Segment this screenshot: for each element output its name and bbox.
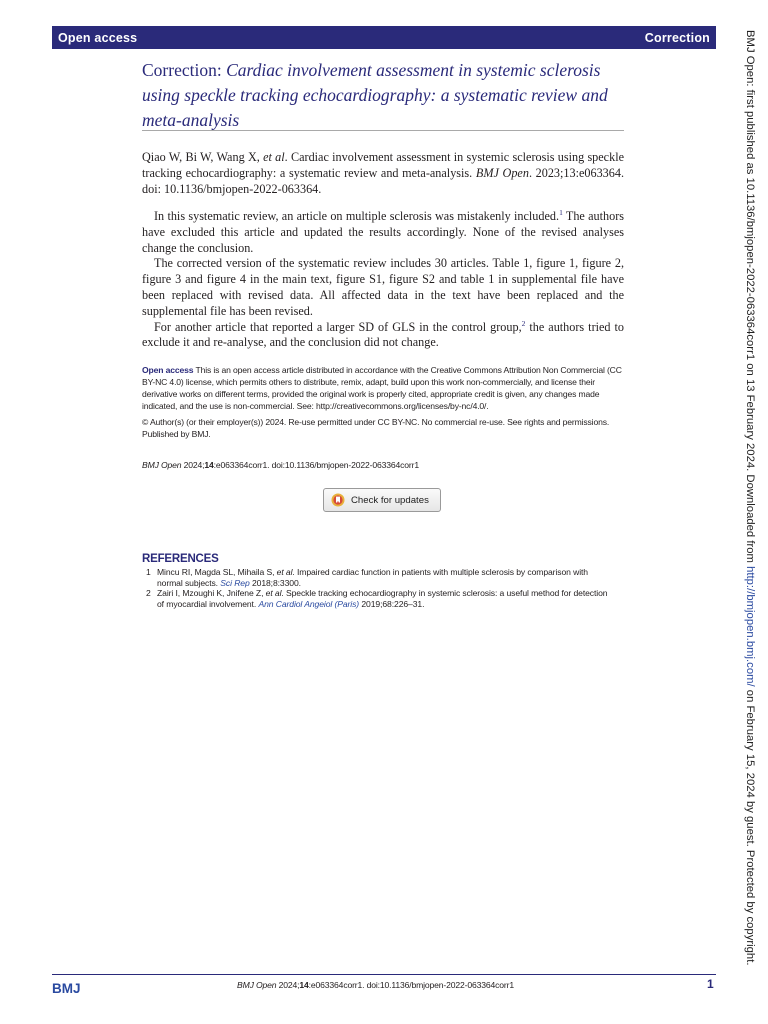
side-download-note — [740, 30, 760, 990]
reference-marker[interactable]: 1 — [559, 207, 563, 217]
reference-title: . Impaired cardiac function in patients with multiple sclerosis by comparison with normal subjects. — [157, 567, 588, 588]
license-block — [142, 364, 624, 440]
body-paragraph — [142, 209, 624, 256]
side-note-text: BMJ Open: first published as 10.1136/bmjopen-2022-063364corr1 on 13 February 2024. Downloaded from — [744, 30, 756, 567]
references-list — [142, 567, 612, 609]
cite-doi: :e063364corr1. doi:10.1136/bmjopen-2022-063364corr1 — [213, 460, 419, 470]
footer-volume: 14 — [299, 980, 309, 990]
correction-citation — [142, 460, 419, 470]
citation-authors: Qiao W, Bi W, Wang X, — [142, 150, 264, 164]
reference-number: 1 — [146, 567, 151, 577]
paragraph-text: The corrected version of the systematic review includes 30 articles. Table 1, figure 1, figure 2, figure 3 and figure 4 in the main text, figure S1, figure S2 and table 1 in supplemental file have been replaced with revised data. All affected data in the text have been replaced and the supplemental file has been revised. — [142, 256, 624, 318]
footer-doi: :e063364corr1. doi:10.1136/bmjopen-2022-063364corr1 — [308, 980, 514, 990]
check-for-updates-button[interactable] — [323, 488, 441, 512]
header-section-label: Correction — [644, 30, 710, 45]
side-note-text-end: on February 15, 2024 by guest. Protected by copyright. — [744, 686, 756, 966]
check-for-updates-icon — [331, 493, 345, 507]
paragraph-text-cont: the authors tried to exclude it and re-analyse, and the conclusion did not change. — [142, 319, 625, 350]
reference-authors: Zairi I, Mzoughi K, Jnifene Z, — [157, 588, 266, 599]
reference-etal: et al — [265, 588, 282, 599]
paragraph-text-cont: The authors have excluded this article and updated the results accordingly. None of the revised analyses change the conclusion. — [142, 209, 625, 255]
reference-details: 2018;8:3300. — [249, 577, 301, 588]
footer-journal: BMJ Open — [237, 980, 277, 990]
citation-details: . 2023;13:e063364. doi: 10.1136/bmjopen-2022-063364. — [142, 165, 624, 196]
cite-journal: BMJ Open — [142, 460, 182, 470]
body-paragraph — [142, 320, 624, 352]
copyright-statement: © Author(s) (or their employer(s)) 2024. Re-use permitted under CC BY-NC. No commercial re-use. See rights and permissions. Published by BMJ. — [142, 417, 610, 439]
license-text: This is an open access article distributed in accordance with the Creative Commons Attribution Non Commercial (CC BY-NC 4.0) license, which permits others to distribute, remix, adapt, build upon this work non-commercially, and license their derivative works on different terms, provided the original work is properly cited, appropriate credit is given, any changes made indicated, and the use is non-commercial. See: http://creativecommons.org/licenses/by-nc/4.0/. — [142, 365, 622, 411]
open-access-label: Open access — [142, 365, 194, 375]
side-note-link[interactable]: http://bmjopen.bmj.com/ — [744, 566, 756, 687]
reference-details: 2019;68:226–31. — [359, 598, 425, 609]
citation-journal: BMJ Open — [475, 165, 529, 180]
header-open-access-label: Open access — [58, 30, 138, 45]
body-paragraph — [142, 256, 624, 319]
header-bar — [52, 26, 716, 49]
article-title — [142, 58, 624, 133]
reference-item — [142, 567, 612, 588]
check-for-updates-label: Check for updates — [351, 494, 429, 506]
bmj-logo: BMJ — [52, 981, 81, 996]
references-heading: REFERENCES — [142, 553, 219, 565]
paragraph-text: For another article that reported a larger SD of GLS in the control group, — [154, 319, 522, 334]
cite-volume: 14 — [204, 460, 214, 470]
citation-etal: et al — [263, 150, 285, 164]
title-prefix: Correction: — [142, 60, 227, 80]
reference-title: . Speckle tracking echocardiography in systemic sclerosis: a useful method for detection of myocardial involvement. — [157, 588, 608, 609]
citation-title: . Cardiac involvement assessment in systemic sclerosis using speckle tracking echocardiography: a systematic review and meta-analysis. — [142, 150, 624, 180]
reference-authors: Mincu RI, Magda SL, Mihaila S, — [157, 567, 277, 577]
license-statement — [142, 364, 624, 412]
reference-journal-link[interactable]: Ann Cardiol Angeiol (Paris) — [258, 598, 360, 609]
footer-citation — [237, 980, 514, 990]
correction-body — [142, 209, 624, 351]
title-divider — [142, 130, 624, 131]
reference-item — [142, 588, 612, 609]
reference-marker[interactable]: 2 — [521, 318, 526, 328]
page-number: 1 — [707, 977, 714, 991]
reference-etal: et al — [276, 567, 293, 577]
cite-year: 2024; — [181, 460, 205, 470]
footer-divider — [52, 974, 716, 975]
footer-year: 2024; — [276, 980, 300, 990]
reference-number: 2 — [146, 588, 151, 599]
title-main: Cardiac involvement assessment in systemic sclerosis using speckle tracking echocardiography: a systematic review and meta-analysis — [142, 60, 608, 130]
paragraph-text: In this systematic review, an article on multiple sclerosis was mistakenly included. — [154, 209, 560, 223]
reference-journal-link[interactable]: Sci Rep — [220, 577, 250, 588]
original-citation — [142, 150, 624, 197]
